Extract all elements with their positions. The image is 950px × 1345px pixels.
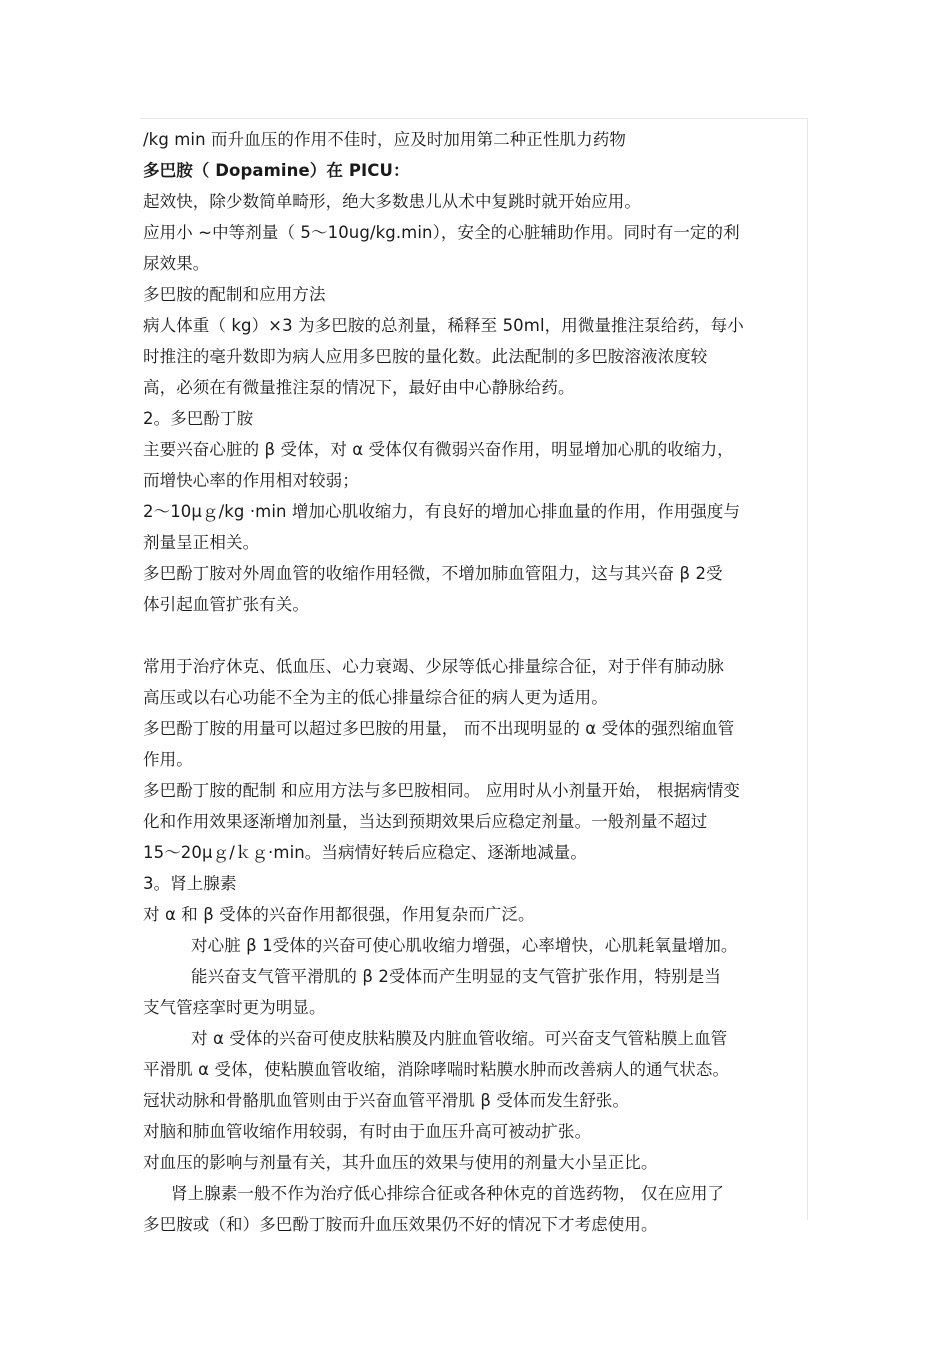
text-line: 多巴酚丁胺的配制 和应用方法与多巴胺相同。 应用时从小剂量开始， 根据病情变 <box>143 781 741 800</box>
text-line: 对心脏 β 1受体的兴奋可使心肌收缩力增强，心率增快，心肌耗氧量增加。 <box>191 936 738 955</box>
text-line: 化和作用效果逐渐增加剂量，当达到预期效果后应稳定剂量。一般剂量不超过 <box>143 812 708 831</box>
text-line: 3。肾上腺素 <box>143 874 237 893</box>
text-line: 支气管痉挛时更为明显。 <box>143 998 326 1017</box>
text-line: 多巴胺或（和）多巴酚丁胺而升血压效果仍不好的情况下才考虑使用。 <box>143 1215 658 1234</box>
text-line: 15～20μｇ/ｋｇ·min。当病情好转后应稳定、逐渐地减量。 <box>143 843 588 862</box>
text-line: 常用于治疗休克、低血压、心力衰竭、少尿等低心排量综合征，对于伴有肺动脉 <box>143 657 724 676</box>
text-line: 对脑和肺血管收缩作用较弱，有时由于血压升高可被动扩张。 <box>143 1122 592 1141</box>
text-line: 对 α 受体的兴奋可使皮肤粘膜及内脏血管收缩。可兴奋支气管粘膜上血管 <box>191 1029 728 1048</box>
text-line: 体引起血管扩张有关。 <box>143 595 309 614</box>
text-line: 对 α 和 β 受体的兴奋作用都很强，作用复杂而广泛。 <box>143 905 535 924</box>
text-line: 作用。 <box>143 750 193 769</box>
text-line: 主要兴奋心脏的 β 受体，对 α 受体仅有微弱兴奋作用，明显增加心肌的收缩力， <box>143 440 734 459</box>
document-body <box>143 124 811 1240</box>
text-line: 对血压的影响与剂量有关，其升血压的效果与使用的剂量大小呈正比。 <box>143 1153 658 1172</box>
text-line: 多巴酚丁胺的用量可以超过多巴胺的用量， 而不出现明显的 α 受体的强烈缩血管 <box>143 719 735 738</box>
text-line: 应用小 ~中等剂量（ 5～10ug/kg.min），安全的心脏辅助作用。同时有一定的利 <box>143 223 740 242</box>
text-line: 能兴奋支气管平滑肌的 β 2受体而产生明显的支气管扩张作用，特别是当 <box>191 967 721 986</box>
text-line: 而增快心率的作用相对较弱； <box>143 471 359 490</box>
text-line: 肾上腺素一般不作为治疗低心排综合征或各种休克的首选药物， 仅在应用了 <box>171 1184 725 1203</box>
text-line <box>143 620 811 651</box>
text-line: /kg min 而升血压的作用不佳时，应及时加用第二种正性肌力药物 <box>143 130 626 149</box>
text-line: 多巴酚丁胺对外周血管的收缩作用轻微，不增加肺血管阻力，这与其兴奋 β 2受 <box>143 564 723 583</box>
text-line: 多巴胺（ Dopamine）在 PICU： <box>143 161 410 180</box>
text-line: 2～10μｇ/kg ·min 增加心肌收缩力，有良好的增加心排血量的作用，作用强度与 <box>143 502 741 521</box>
text-line: 高，必须在有微量推注泵的情况下，最好由中心静脉给药。 <box>143 378 575 397</box>
text-line: 2。多巴酚丁胺 <box>143 409 254 428</box>
text-line: 尿效果。 <box>143 254 210 273</box>
text-line: 时推注的毫升数即为病人应用多巴胺的量化数。此法配制的多巴胺溶液浓度较 <box>143 347 708 366</box>
text-line: 剂量呈正相关。 <box>143 533 260 552</box>
text-line: 冠状动脉和骨骼肌血管则由于兴奋血管平滑肌 β 受体而发生舒张。 <box>143 1091 630 1110</box>
text-line: 多巴胺的配制和应用方法 <box>143 285 326 304</box>
text-line: 高压或以右心功能不全为主的低心排量综合征的病人更为适用。 <box>143 688 608 707</box>
text-line: 平滑肌 α 受体，使粘膜血管收缩，消除哮喘时粘膜水肿而改善病人的通气状态。 <box>143 1060 730 1079</box>
text-line: 病人体重（ kg）×3 为多巴胺的总剂量，稀释至 50ml，用微量推注泵给药，每小 <box>143 316 744 335</box>
text-line: 起效快，除少数简单畸形，绝大多数患儿从术中复跳时就开始应用。 <box>143 192 641 211</box>
